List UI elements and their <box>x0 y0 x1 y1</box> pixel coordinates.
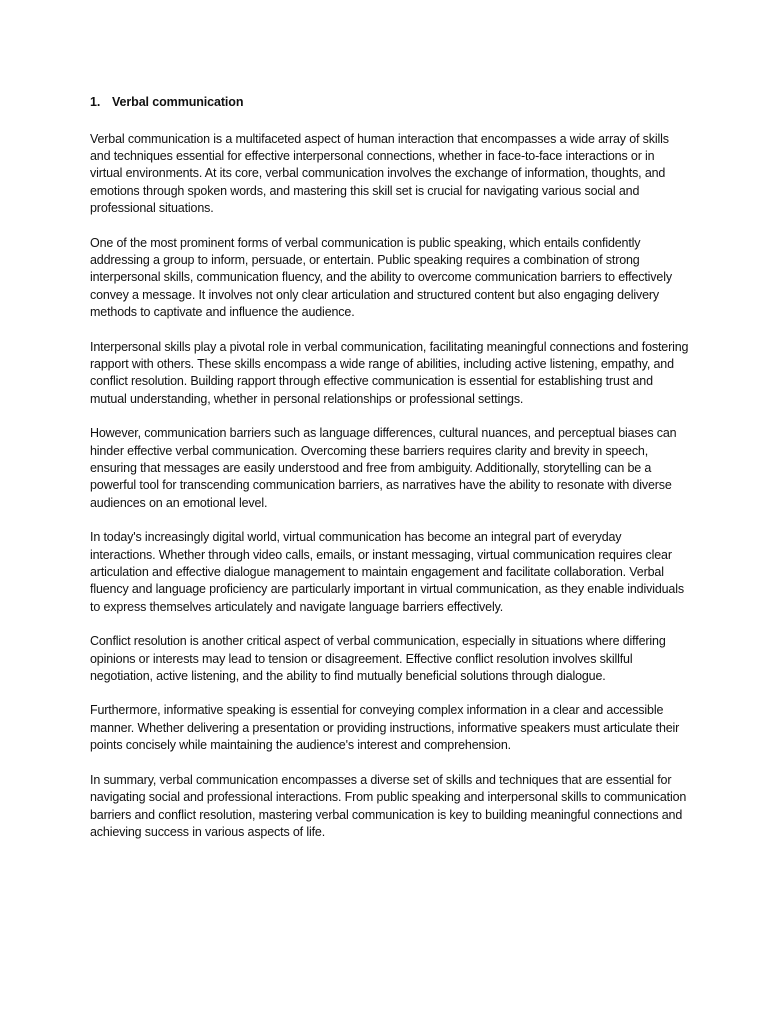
paragraph-virtual-communication: In today's increasingly digital world, virtual communication has become an integral part of everyday interactions. Whether through video calls, emails, or instant messaging, virtual communication requires clear articulation and effective dialogue management to maintain engagement and facilitate collaboration. Verbal fluency and language proficiency are particularly important in virtual communication, as they enable individuals to express themselves articulately and navigate language barriers effectively. <box>90 530 684 614</box>
paragraph-communication-barriers: However, communication barriers such as language differences, cultural nuances, and perceptual biases can hinder effective verbal communication. Overcoming these barriers requires clarity and brevity in speech, ensuring that messages are easily understood and free from ambiguity. Additionally, storytelling can be a powerful tool for transcending communication barriers, as narratives have the ability to resonate with diverse audiences on an emotional level. <box>90 426 677 510</box>
section-title: Verbal communication <box>112 95 244 109</box>
paragraph-intro: Verbal communication is a multifaceted aspect of human interaction that encompasses a wide array of skills and techniques essential for effective interpersonal connections, whether in face-to-face interactions or in virtual environments. At its core, verbal communication involves the exchange of information, thoughts, and emotions through spoken words, and mastering this skill set is crucial for navigating various social and professional situations. <box>90 131 669 216</box>
document-body <box>90 94 690 858</box>
paragraph-conflict-resolution: Conflict resolution is another critical aspect of verbal communication, especially in situations where differing opinions or interests may lead to tension or disagreement. Effective conflict resolution involves skillful negotiation, active listening, and the ability to find mutually beneficial solutions through dialogue. <box>90 634 666 684</box>
paragraph-public-speaking: One of the most prominent forms of verbal communication is public speaking, which entails confidently addressing a group to inform, persuade, or entertain. Public speaking requires a combination of strong interpersonal skills, communication fluency, and the ability to overcome communication barriers to effectively convey a message. It involves not only clear articulation and structured content but also engaging delivery methods to captivate and influence the audience. <box>90 235 672 320</box>
paragraph-summary: In summary, verbal communication encompasses a diverse set of skills and techniques that are essential for navigating social and professional interactions. From public speaking and interpersonal skills to communication barriers and conflict resolution, mastering verbal communication is key to building meaningful connections and achieving success in various aspects of life. <box>90 772 687 839</box>
paragraph-interpersonal-skills: Interpersonal skills play a pivotal role in verbal communication, facilitating meaningful connections and fostering rapport with others. These skills encompass a wide range of abilities, including active listening, empathy, and conflict resolution. Building rapport through effective communication is essential for establishing trust and mutual understanding, whether in personal relationships or professional settings. <box>90 339 689 406</box>
paragraph-informative-speaking: Furthermore, informative speaking is essential for conveying complex information in a clear and accessible manner. Whether delivering a presentation or providing instructions, informative speakers must articulate their points concisely while maintaining the audience's interest and comprehension. <box>90 703 680 753</box>
section-number: 1. <box>90 95 101 109</box>
section-heading <box>90 94 690 112</box>
